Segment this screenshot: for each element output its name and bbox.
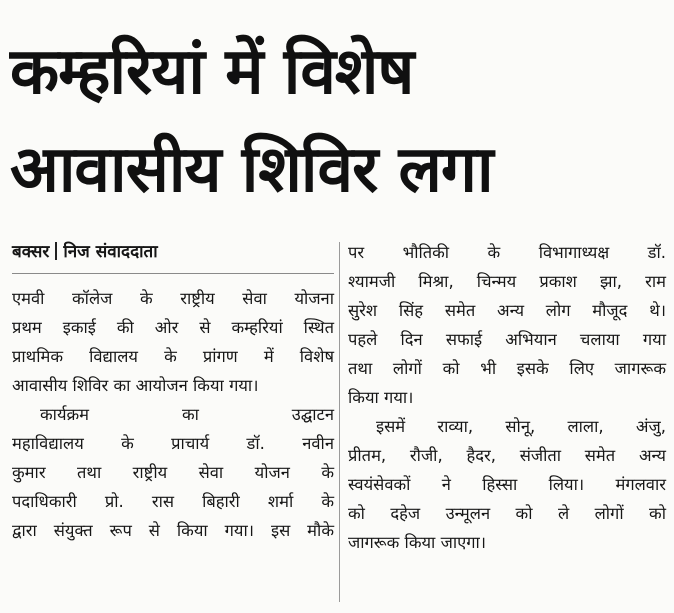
body-line: तथा लोगों को भी इसके लिए जागरूक: [348, 359, 666, 378]
body-line: एमवी कॉलेज के राष्ट्रीय सेवा योजना: [12, 289, 334, 308]
byline: [12, 238, 334, 267]
byline-rule: [12, 273, 334, 274]
headline-line-1: कम्हरियां में विशेष: [10, 35, 414, 109]
column-divider: [339, 242, 340, 602]
byline-author: निज संवाददाता: [63, 242, 158, 262]
body-line: सुरेश सिंह समेत अन्य लोग मौजूद थे।: [348, 301, 666, 320]
article-left-column: [12, 238, 334, 545]
body-line: कुमार तथा राष्ट्रीय सेवा योजन के: [12, 463, 334, 482]
body-line: किया गया।: [348, 388, 414, 407]
body-line: कार्यक्रम का उद्घाटन: [40, 405, 334, 424]
byline-place: बक्सर: [12, 242, 50, 262]
body-line: पदाधिकारी प्रो. रास बिहारी शर्मा के: [12, 492, 334, 511]
body-line: प्रथम इकाई की ओर से कम्हरियां स्थित: [12, 318, 334, 337]
byline-separator: [55, 242, 57, 260]
body-line: पहले दिन सफाई अभियान चलाया गया: [348, 330, 666, 349]
body-line: पर भौतिकी के विभागाध्यक्ष डॉ.: [348, 243, 666, 262]
body-line: द्वारा संयुक्त रूप से किया गया। इस मौके: [12, 521, 334, 540]
body-line: आवासीय शिविर का आयोजन किया गया।: [12, 376, 259, 395]
body-line: प्राथमिक विद्यालय के प्रांगण में विशेष: [12, 347, 334, 366]
body-line: जागरूक किया जाएगा।: [348, 533, 487, 552]
body-line: श्यामजी मिश्रा, चिन्मय प्रकाश झा, राम: [348, 272, 666, 291]
body-line: महाविद्यालय के प्राचार्य डॉ. नवीन: [12, 434, 334, 453]
article-right-column: [348, 238, 666, 557]
headline-line-2: आवासीय शिविर लगा: [10, 133, 493, 207]
body-line: प्रीतम, रौजी, हैदर, संजीता समेत अन्य: [348, 446, 666, 465]
body-line: इसमें राव्या, सोनू, लाला, अंजु,: [376, 417, 666, 436]
body-line: को दहेज उन्मूलन को ले लोगों को: [348, 504, 666, 523]
body-line: स्वयंसेवकों ने हिस्सा लिया। मंगलवार: [348, 475, 666, 494]
